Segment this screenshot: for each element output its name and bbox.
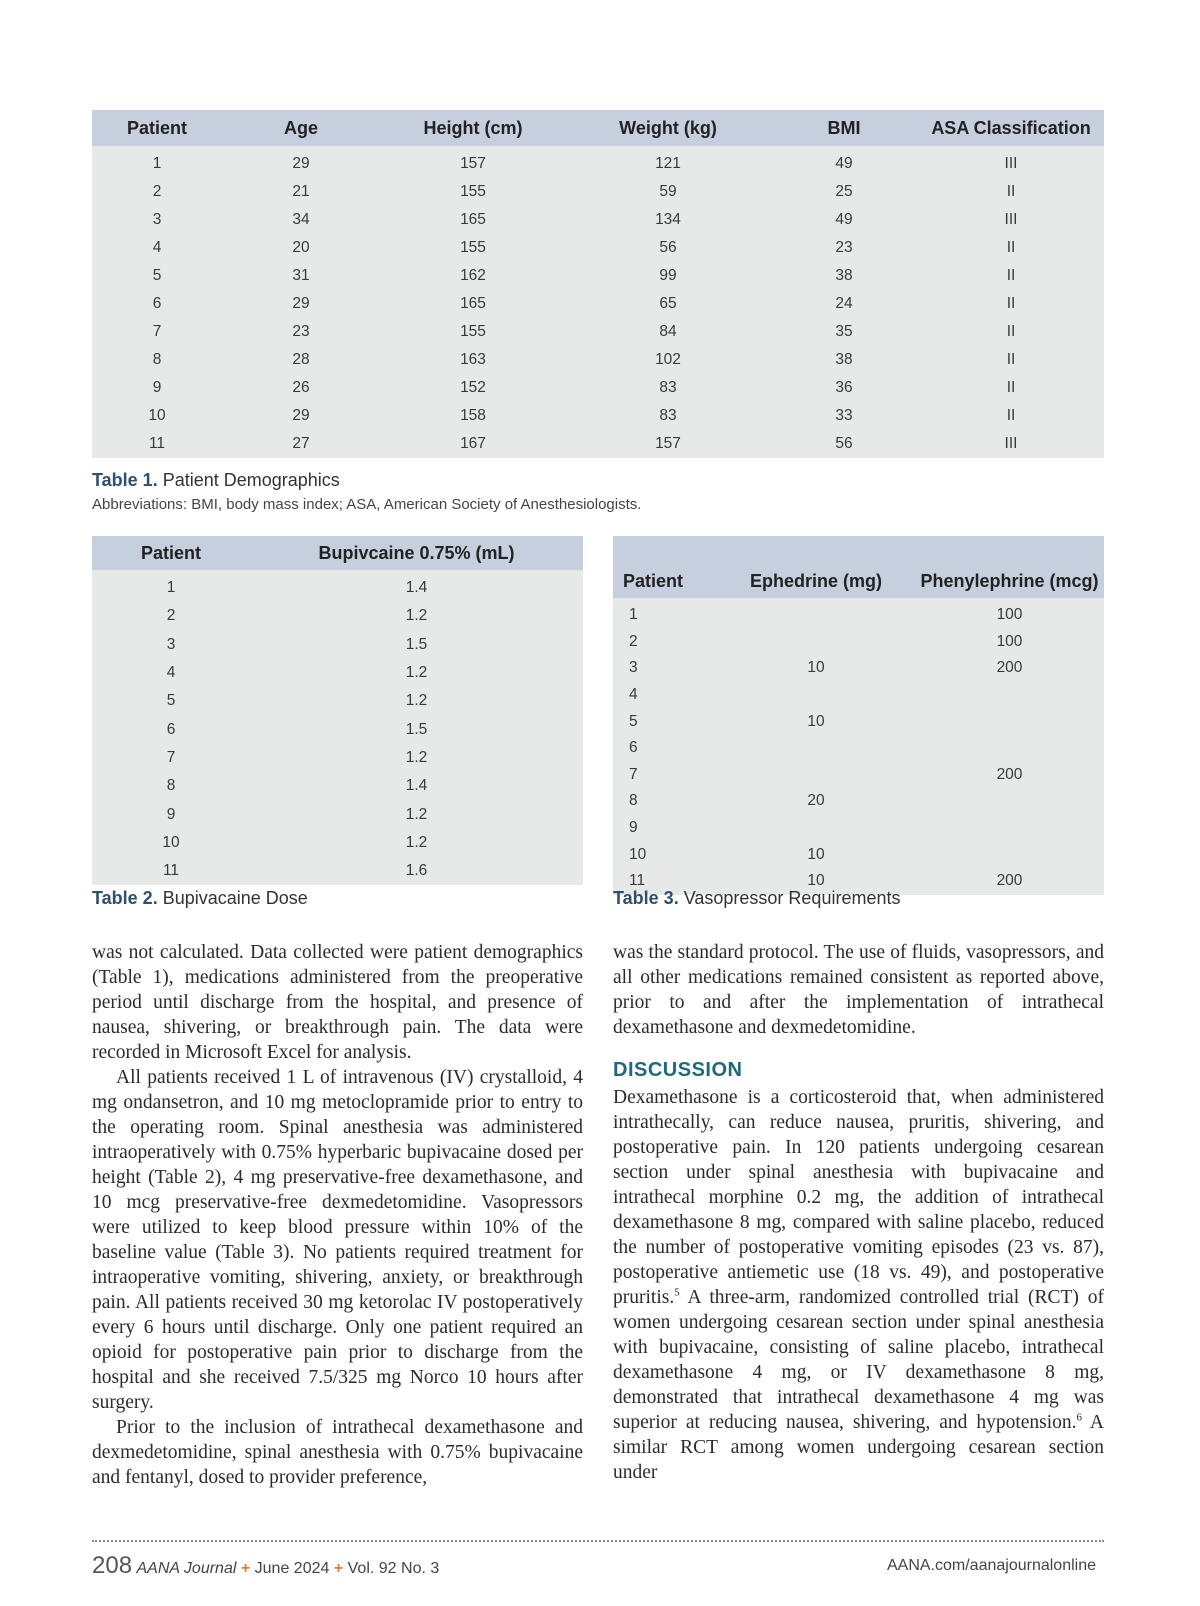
page-footer [92,1552,1104,1582]
table-cell [915,841,1104,868]
table-row [613,815,1104,842]
table-cell: 9 [166,805,176,823]
issue-number: No. 3 [401,1560,440,1577]
table-cell: 152 [460,379,486,396]
page-number: 208 [92,1552,133,1579]
table-cell: 9 [629,819,638,837]
table-row [92,262,1104,290]
table-cell [717,598,915,629]
table-cell: 3 [629,659,638,677]
table-row [92,829,583,857]
column-header: ASA Classification [918,110,1104,146]
table-cell: 1.6 [405,862,428,880]
table-cell: 162 [460,267,486,284]
table-cell [915,735,1104,762]
table-cell: 1.2 [405,748,428,766]
table-cell: 29 [292,295,310,312]
table-cell: 200 [996,872,1023,890]
table-cell: II [1006,407,1016,424]
table-cell: 5 [152,267,162,284]
table-cell: 83 [659,407,677,424]
table-cell: 2 [152,183,162,200]
table-cell: 1.2 [405,805,428,823]
table-cell [915,788,1104,815]
table-cell [717,762,915,789]
table-row [92,206,1104,234]
table1-abbreviations: Abbreviations: BMI, body mass index; ASA, American Society of Anesthesiologists. [92,496,642,513]
table-cell: 9 [152,379,162,396]
table-cell: 10 [629,845,647,863]
table-header-row [613,536,1104,598]
journal-name: AANA Journal [136,1560,237,1577]
table-cell: 8 [166,777,176,795]
table-cell: 49 [835,211,853,228]
table-cell: 23 [835,239,853,256]
paragraph: Prior to the inclusion of intrathecal dexamethasone and dexmedetomidine, spinal anesthesia with 0.75% bupivacaine and fentanyl, dosed to provider preference, [92,1417,583,1488]
table-cell: 157 [655,435,681,452]
table-row [92,290,1104,318]
table-cell: II [1006,183,1016,200]
table-cell: 7 [166,748,176,766]
table-cell: 83 [659,379,677,396]
table-cell: 6 [166,720,176,738]
table-body [92,570,583,885]
table-row [613,682,1104,709]
table-cell: 5 [166,692,176,710]
table-cell [717,682,915,709]
table-row [92,857,583,885]
table-row [613,708,1104,735]
table-row [92,800,583,828]
table-cell: II [1006,351,1016,368]
table-cell: 1.5 [405,635,428,653]
table-cell [915,682,1104,709]
table-cell: 31 [292,267,310,284]
table-cell: 27 [292,435,310,452]
table-cell: 20 [292,239,310,256]
table-cell: 84 [659,323,677,340]
table-cell: 49 [835,155,853,172]
caption-label: Table 1. [92,470,158,490]
table-cell: 167 [460,435,486,452]
column-header: Weight (kg) [566,110,770,146]
table-cell: 10 [148,407,166,424]
table-cell: III [1004,435,1018,452]
table-cell: 34 [292,211,310,228]
table1-caption [92,470,340,491]
table-row [92,374,1104,402]
table-cell: 20 [807,792,825,810]
table-cell: 21 [292,183,310,200]
table-cell: 165 [460,211,486,228]
table-cell: 3 [166,635,176,653]
table-row [613,841,1104,868]
table-row [613,762,1104,789]
table-row [92,715,583,743]
table-row [92,744,583,772]
table-cell: 26 [292,379,310,396]
table-cell: 10 [807,712,825,730]
table-cell: 1.2 [405,833,428,851]
separator-plus: + [240,1560,251,1577]
table-row [92,602,583,630]
table-cell: 200 [996,659,1023,677]
table-cell: 158 [460,407,486,424]
caption-text: Vasopressor Requirements [678,888,901,908]
table-row [92,146,1104,178]
table-cell: 10 [807,659,825,677]
table-cell: 38 [835,267,853,284]
table-body [92,146,1104,458]
table-cell: 99 [659,267,677,284]
table-cell: 65 [659,295,677,312]
column-header: Bupivcaine 0.75% (mL) [250,536,583,570]
table-cell: 100 [996,632,1023,650]
text-run: A three-arm, randomized controlled trial (RCT) of women undergoing cesarean section under spinal anesthesia with bupivacaine, consisting of saline placebo, intrathecal dexamethasone 4 mg, or IV dexamethasone 8 mg, demonstrated that intrathecal dexamethasone 4 mg was superior at reducing nausea, shivering, and hypotension. [613,1287,1104,1433]
table-cell: 163 [460,351,486,368]
table-cell: 121 [655,155,681,172]
table-cell: 200 [996,765,1023,783]
table-cell: 28 [292,351,310,368]
table-cell: 10 [162,833,180,851]
table-cell: 11 [162,862,180,880]
table-row [92,234,1104,262]
table-cell: III [1004,211,1018,228]
column-header: Patient [92,536,250,570]
table-cell: 56 [835,435,853,452]
caption-label: Table 2. [92,888,158,908]
table-row [613,629,1104,656]
table-cell: 165 [460,295,486,312]
table-row [92,570,583,602]
table-cell: 56 [659,239,677,256]
table-row [92,402,1104,430]
table-header-row [92,110,1104,146]
table-cell: 1.2 [405,692,428,710]
table-cell: 5 [629,712,638,730]
table-bupivacaine-dose [92,536,583,885]
table-row [92,631,583,659]
issue-date: June 2024 [254,1560,330,1577]
table-cell [915,708,1104,735]
table-row [92,318,1104,346]
paragraph [613,1085,1104,1485]
table-cell: 7 [152,323,162,340]
table-cell: II [1006,295,1016,312]
text-run: A similar RCT among women undergoing cesarean section under [613,1412,1104,1483]
table-cell: 102 [655,351,681,368]
table-cell: 4 [629,686,638,704]
table-header-row [92,536,583,570]
column-header: Age [222,110,380,146]
table-row [92,659,583,687]
table-row [613,788,1104,815]
table-cell: 29 [292,155,310,172]
table-cell: II [1006,379,1016,396]
caption-text: Bupivacaine Dose [157,888,308,908]
table-cell: III [1004,155,1018,172]
table-cell: II [1006,239,1016,256]
table-cell: 1 [629,606,638,624]
table-cell: 1.5 [405,720,428,738]
table3-caption [613,888,900,909]
separator-plus: + [333,1560,344,1577]
column-header: Height (cm) [380,110,566,146]
body-column-right [613,940,1104,1485]
table-cell: 11 [148,435,166,452]
table-cell [717,735,915,762]
caption-label: Table 3. [613,888,679,908]
table-cell: 10 [807,872,825,890]
table-cell: 1.2 [405,607,428,625]
table-cell [717,629,915,656]
table-cell: 29 [292,407,310,424]
table-cell: 4 [166,664,176,682]
table-cell: II [1006,267,1016,284]
table-row [92,687,583,715]
table-cell: 1.4 [405,777,428,795]
table-cell: 3 [152,211,162,228]
table-cell: 134 [655,211,681,228]
text-run: Dexamethasone is a corticosteroid that, when administered intrathecally, can reduce nausea, pruritis, shivering, and postoperative pain. In 120 patients undergoing cesarean section under spinal anesthesia with bupivacaine and intrathecal morphine 0.2 mg, the addition of intrathecal dexamethasone 8 mg, compared with saline placebo, reduced the number of postoperative vomiting episodes (23 vs. 87), postoperative antiemetic use (18 vs. 49), and postoperative pruritis. [613,1087,1104,1308]
table-cell: 24 [835,295,853,312]
table2-caption [92,888,308,909]
table-cell [915,815,1104,842]
reference-marker: 6 [1076,1411,1083,1424]
table-row [613,735,1104,762]
table-cell: 10 [807,845,825,863]
table-cell: 33 [835,407,853,424]
table-row [613,655,1104,682]
table-patient-demographics [92,110,1104,458]
table-cell: 6 [152,295,162,312]
column-header: Patient [613,536,717,598]
table-cell: 25 [835,183,853,200]
table-row [92,346,1104,374]
table-cell: 1.4 [405,579,428,597]
table-cell: 1.2 [405,664,428,682]
paragraph: All patients received 1 L of intravenous (IV) crystalloid, 4 mg ondansetron, and 10 mg metoclopramide prior to entry to the operating room. Spinal anesthesia was administered intraoperatively with 0.75% hyperbaric bupivacaine dosed per height (Table 2), 4 mg preservative-free dexamethasone, and 10 mcg preservative-free dexmedetomidine. Vasopressors were utilized to keep blood pressure within 10% of the baseline value (Table 3). No patients required treatment for intraoperative vomiting, shivering, anxiety, or breakthrough pain. All patients received 30 mg ketorolac IV postoperatively every 6 hours until discharge. Only one patient required an opioid for postoperative pain prior to discharge from the hospital and she received 7.5/325 mg Norco 10 hours after surgery. [92,1067,583,1413]
table-row [92,430,1104,458]
column-header: BMI [770,110,918,146]
table-cell: 8 [152,351,162,368]
table-cell: 35 [835,323,853,340]
table-cell: 155 [460,183,486,200]
table-cell: 1 [152,155,162,172]
reference-marker: 5 [674,1286,680,1299]
table-cell: II [1006,323,1016,340]
journal-url: AANA.com/aanajournalonline [886,1557,1096,1574]
table-cell: 38 [835,351,853,368]
column-header: Ephedrine (mg) [717,536,915,598]
table-row [92,178,1104,206]
table-cell: 4 [152,239,162,256]
table-cell: 157 [460,155,486,172]
table-cell: 100 [996,606,1023,624]
table-cell: 59 [659,183,677,200]
table-row [92,772,583,800]
table-row [613,598,1104,629]
table-cell: 155 [460,239,486,256]
discussion-heading: DISCUSSION [613,1059,743,1081]
paragraph: was the standard protocol. The use of fluids, vasopressors, and all other medications remained consistent as reported above, prior to and after the implementation of intrathecal dexamethasone and dexmedetomidine. [613,942,1104,1038]
caption-text: Patient Demographics [157,470,340,490]
table-cell: 155 [460,323,486,340]
table-body [613,598,1104,895]
table-cell: 8 [629,792,638,810]
column-header: Patient [92,110,222,146]
column-header: Phenylephrine (mcg) [915,536,1104,598]
table-cell: 2 [629,632,638,650]
table-cell: 2 [166,607,176,625]
table-cell: 36 [835,379,853,396]
table-cell: 7 [629,765,638,783]
body-column-left [92,940,583,1490]
volume: Vol. 92 [347,1560,397,1577]
table-cell: 6 [629,739,638,757]
table-cell [717,815,915,842]
table-vasopressor-requirements [613,536,1104,895]
table-cell: 1 [166,579,176,597]
table-cell: 23 [292,323,310,340]
footer-divider [92,1540,1104,1542]
table-cell: 11 [629,872,646,890]
paragraph: was not calculated. Data collected were patient demographics (Table 1), medications administered from the preoperative period until discharge from the hospital, and presence of nausea, shivering, or breakthrough pain. The data were recorded in Microsoft Excel for analysis. [92,942,583,1063]
